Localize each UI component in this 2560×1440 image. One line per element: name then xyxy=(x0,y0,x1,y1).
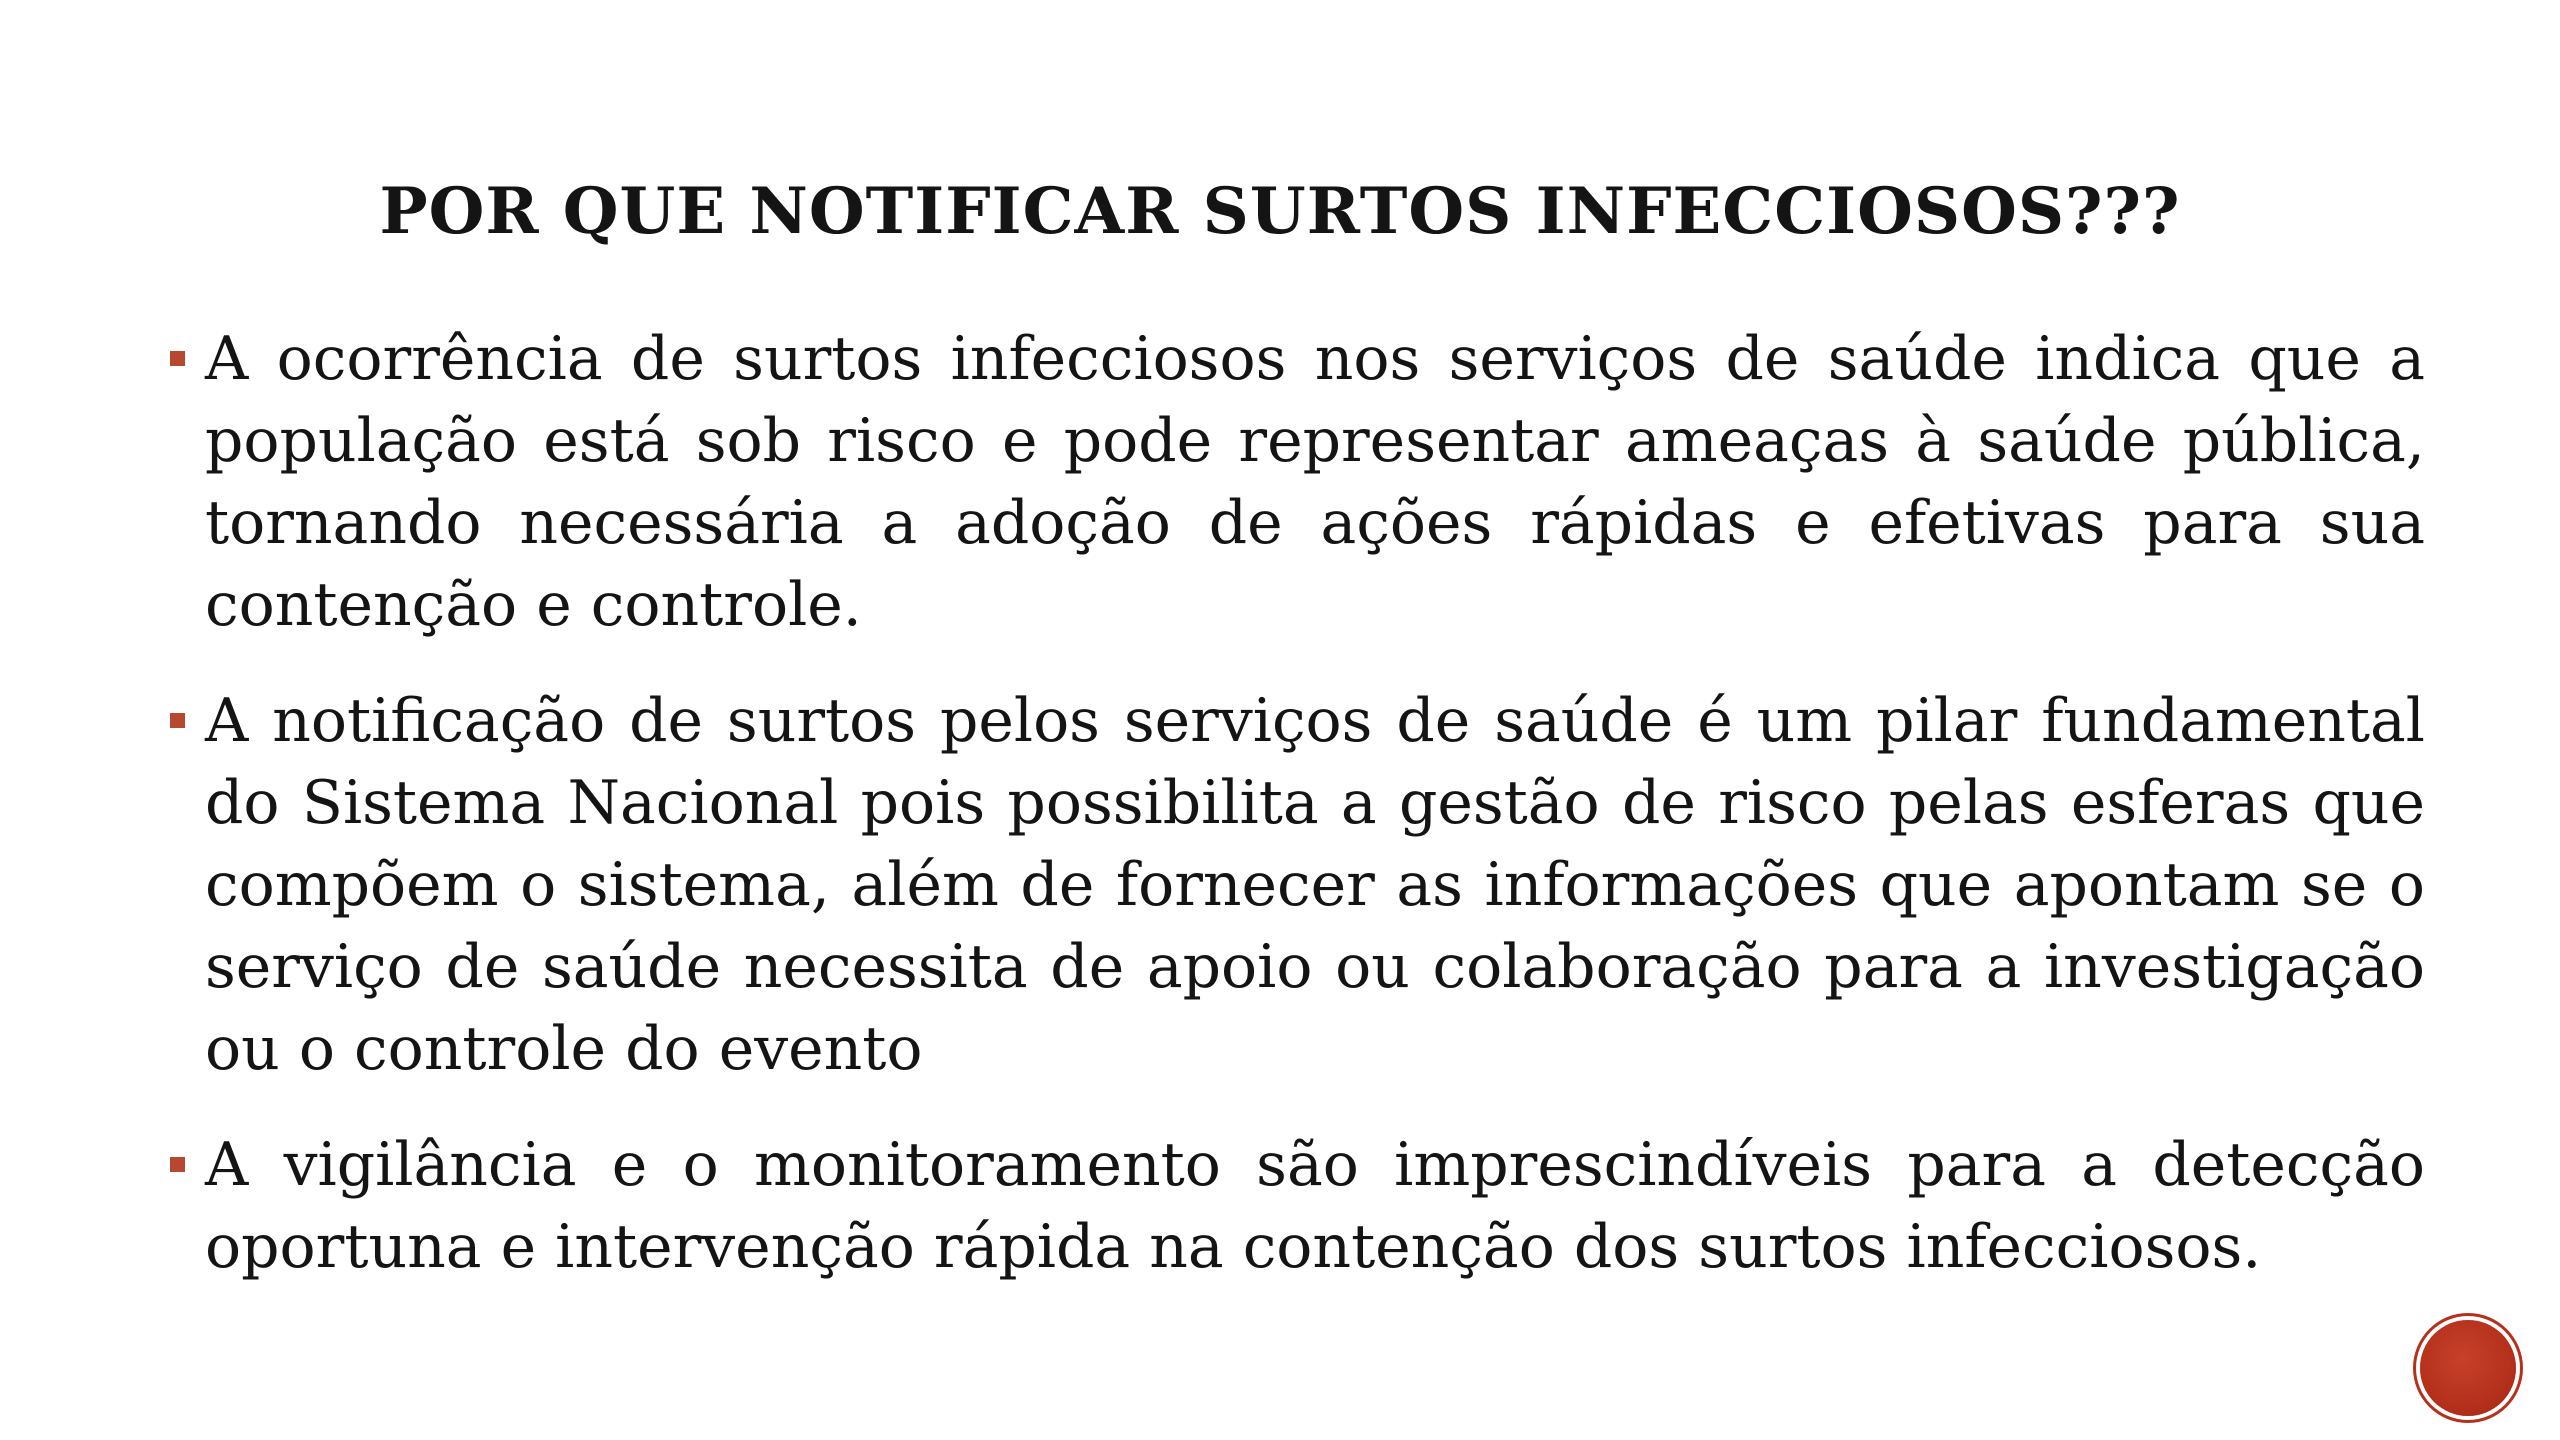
square-bullet-icon xyxy=(170,1157,185,1172)
bullet-list xyxy=(170,318,2425,1322)
bullet-text: A vigilância e o monitoramento são imprescindíveis para a detecção oportuna e intervenção rápida na contenção dos surtos infecciosos. xyxy=(205,1130,2425,1282)
square-bullet-icon xyxy=(170,713,185,728)
bullet-text: A notificação de surtos pelos serviços de saúde é um pilar fundamental do Sistema Nacional pois possibilita a gestão de risco pelas esferas que compõem o sistema, além de fornecer as informações que apontam se o serviço de saúde necessita de apoio ou colaboração para a investigação ou o controle do evento xyxy=(205,686,2425,1084)
bullet-text: A ocorrência de surtos infecciosos nos serviços de saúde indica que a população está sob risco e pode representar ameaças à saúde pública, tornando necessária a adoção de ações rápidas e efetivas para sua contenção e controle. xyxy=(205,324,2425,640)
bullet-item xyxy=(170,680,2425,1090)
slide-title: POR QUE NOTIFICAR SURTOS INFECCIOSOS??? xyxy=(379,174,2181,249)
bullet-item xyxy=(170,1124,2425,1288)
square-bullet-icon xyxy=(170,351,185,366)
slide-badge-icon xyxy=(2420,1320,2516,1416)
bullet-item xyxy=(170,318,2425,646)
